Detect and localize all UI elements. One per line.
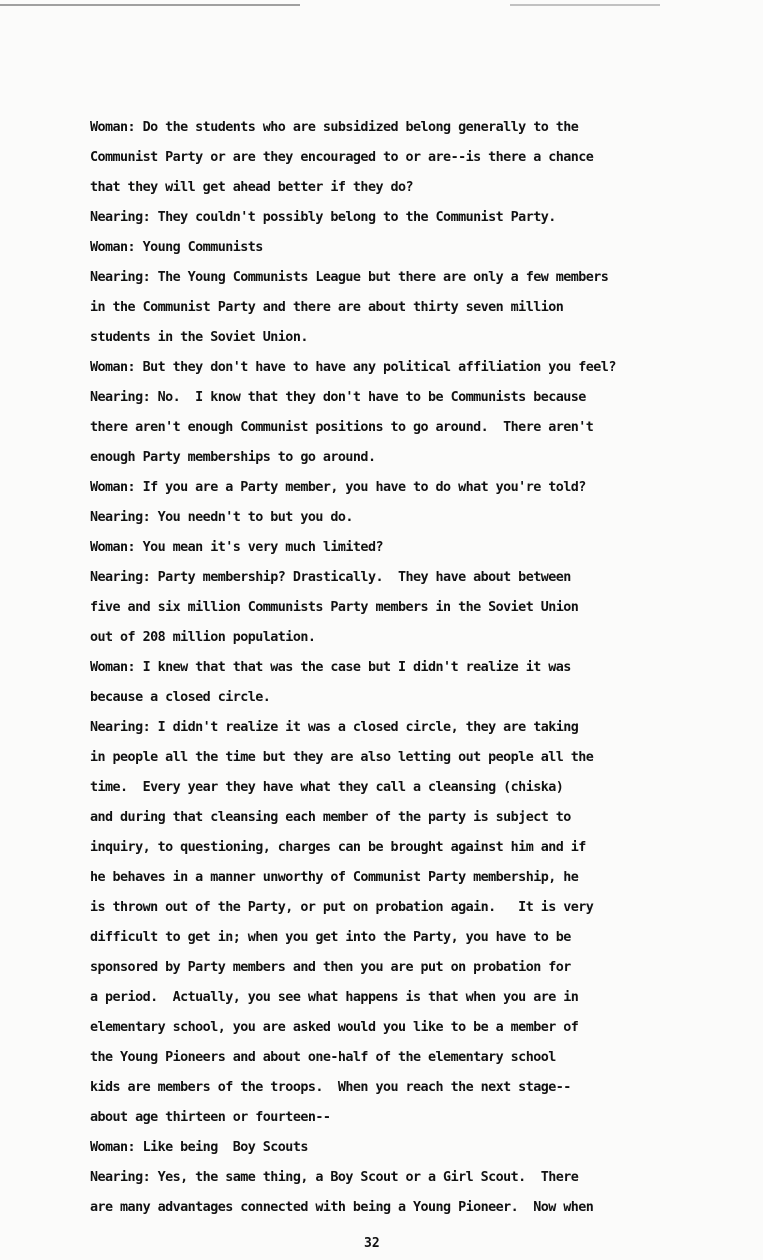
transcript-line: Woman: You mean it's very much limited?: [90, 540, 383, 555]
transcript-line: five and six million Communists Party members in the Soviet Union: [90, 600, 579, 615]
transcript-line: sponsored by Party members and then you are put on probation for: [90, 960, 571, 975]
top-edge-rule: [0, 4, 300, 6]
transcript-line: Woman: I knew that that was the case but I didn't realize it was: [90, 660, 571, 675]
transcript-line: Woman: But they don't have to have any political affiliation you feel?: [90, 360, 616, 375]
transcript-line: time. Every year they have what they call a cleansing (chiska): [90, 780, 564, 795]
transcript-line: Communist Party or are they encouraged to or are--is there a chance: [90, 150, 594, 165]
transcript-line: Nearing: They couldn't possibly belong to the Communist Party.: [90, 210, 556, 225]
transcript-line: are many advantages connected with being a Young Pioneer. Now when: [90, 1200, 594, 1215]
top-edge-rule-right: [510, 4, 660, 6]
interview-transcript: [90, 113, 740, 1223]
transcript-line: a period. Actually, you see what happens is that when you are in: [90, 990, 579, 1005]
transcript-line: and during that cleansing each member of the party is subject to: [90, 810, 571, 825]
transcript-line: Nearing: Yes, the same thing, a Boy Scout or a Girl Scout. There: [90, 1170, 579, 1185]
transcript-line: Nearing: No. I know that they don't have to be Communists because: [90, 390, 586, 405]
transcript-line: elementary school, you are asked would you like to be a member of: [90, 1020, 579, 1035]
transcript-line: the Young Pioneers and about one-half of the elementary school: [90, 1050, 556, 1065]
transcript-line: Nearing: I didn't realize it was a closed circle, they are taking: [90, 720, 579, 735]
transcript-line: students in the Soviet Union.: [90, 330, 308, 345]
transcript-line: in people all the time but they are also letting out people all the: [90, 750, 594, 765]
transcript-line: Woman: Like being Boy Scouts: [90, 1140, 308, 1155]
transcript-line: because a closed circle.: [90, 690, 271, 705]
transcript-line: kids are members of the troops. When you reach the next stage--: [90, 1080, 571, 1095]
transcript-line: that they will get ahead better if they do?: [90, 180, 414, 195]
transcript-line: difficult to get in; when you get into the Party, you have to be: [90, 930, 571, 945]
transcript-line: enough Party memberships to go around.: [90, 450, 376, 465]
transcript-line: Nearing: You needn't to but you do.: [90, 510, 353, 525]
transcript-line: there aren't enough Communist positions to go around. There aren't: [90, 420, 594, 435]
transcript-line: Woman: If you are a Party member, you have to do what you're told?: [90, 480, 586, 495]
transcript-line: is thrown out of the Party, or put on probation again. It is very: [90, 900, 594, 915]
page-number: 32: [364, 1236, 380, 1251]
transcript-line: he behaves in a manner unworthy of Communist Party membership, he: [90, 870, 579, 885]
transcript-line: about age thirteen or fourteen--: [90, 1110, 331, 1125]
transcript-line: Woman: Do the students who are subsidized belong generally to the: [90, 120, 579, 135]
transcript-line: in the Communist Party and there are about thirty seven million: [90, 300, 564, 315]
transcript-line: inquiry, to questioning, charges can be brought against him and if: [90, 840, 586, 855]
transcript-line: out of 208 million population.: [90, 630, 316, 645]
transcript-line: Nearing: The Young Communists League but there are only a few members: [90, 270, 609, 285]
transcript-line: Nearing: Party membership? Drastically. They have about between: [90, 570, 571, 585]
transcript-line: Woman: Young Communists: [90, 240, 263, 255]
